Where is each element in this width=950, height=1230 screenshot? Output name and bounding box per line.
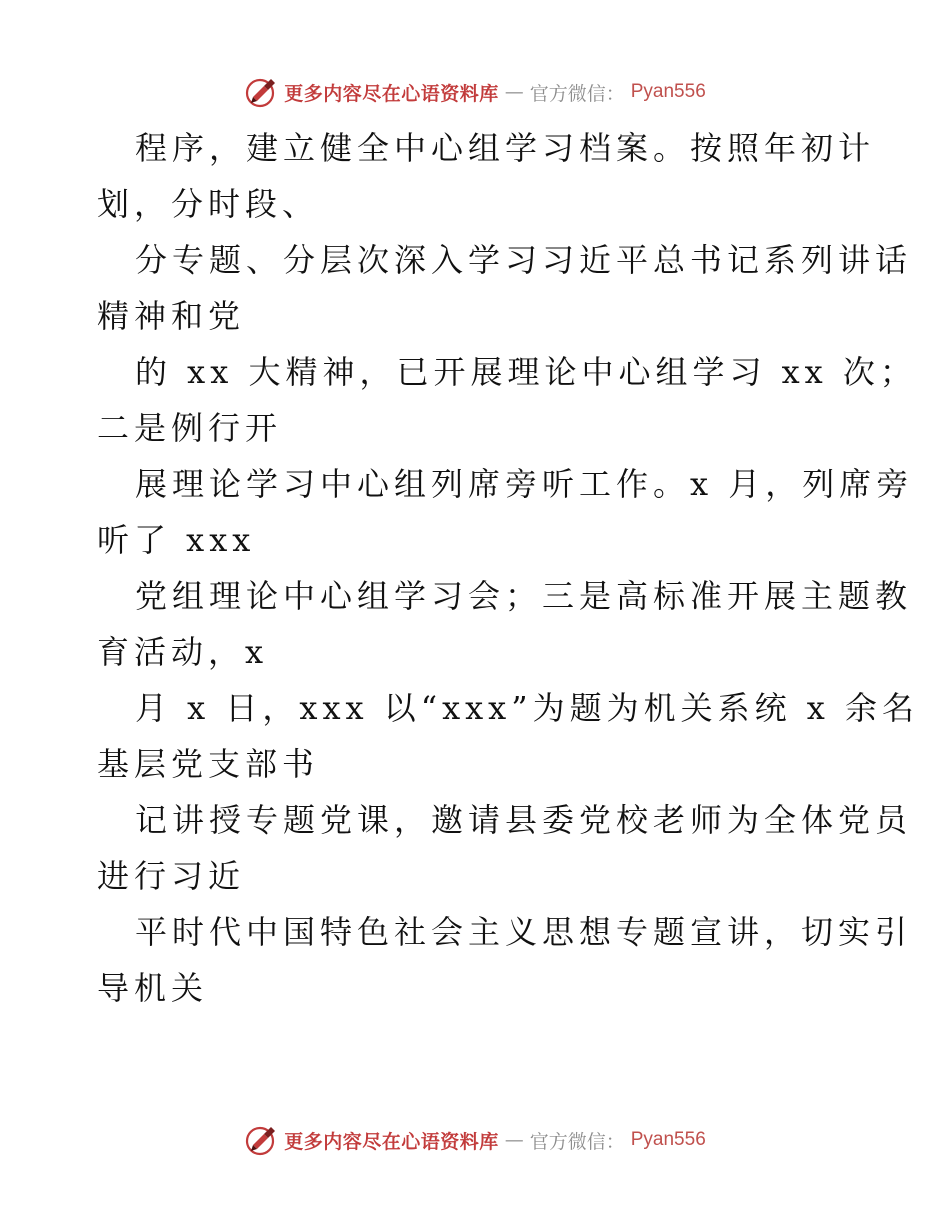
watermark-dash: — (504, 81, 524, 103)
watermark-label: 官方微信： (529, 82, 625, 105)
watermark-account: Pyan556 (630, 81, 706, 102)
watermark-dash: — (504, 1129, 524, 1151)
header-watermark (0, 72, 950, 112)
pen-logo-icon (244, 1123, 278, 1157)
text-line: 育活动，x (97, 633, 269, 671)
document-body (97, 120, 919, 1016)
footer-watermark (0, 1120, 950, 1160)
text-line: 平时代中国特色社会主义思想专题宣讲，切实引 (135, 913, 913, 951)
pen-logo-icon (244, 75, 278, 109)
text-line: 记讲授专题党课，邀请县委党校老师为全体党员 (135, 801, 913, 839)
watermark-brand: 更多内容尽在心语资料库 (284, 82, 499, 105)
text-line: 听了 xxx (97, 521, 256, 559)
watermark-brand: 更多内容尽在心语资料库 (284, 1130, 499, 1153)
text-line: 的 xx 大精神，已开展理论中心组学习 xx 次； (135, 353, 917, 391)
text-line: 月 x 日，xxx 以“xxx”为题为机关系统 x 余名 (135, 689, 919, 727)
text-line: 程序，建立健全中心组学习档案。按照年初计 (135, 129, 876, 167)
watermark-account: Pyan556 (630, 1129, 706, 1150)
text-line: 二是例行开 (97, 409, 283, 447)
text-line: 精神和党 (97, 297, 246, 335)
text-line: 划，分时段、 (97, 185, 320, 223)
text-line: 展理论学习中心组列席旁听工作。x 月，列席旁 (135, 465, 914, 503)
text-line: 党组理论中心组学习会；三是高标准开展主题教 (135, 577, 913, 615)
text-line: 导机关 (97, 969, 209, 1007)
text-line: 分专题、分层次深入学习习近平总书记系列讲话 (135, 241, 913, 279)
watermark-label: 官方微信： (529, 1130, 625, 1153)
text-line: 进行习近 (97, 857, 246, 895)
text-line: 基层党支部书 (97, 745, 320, 783)
